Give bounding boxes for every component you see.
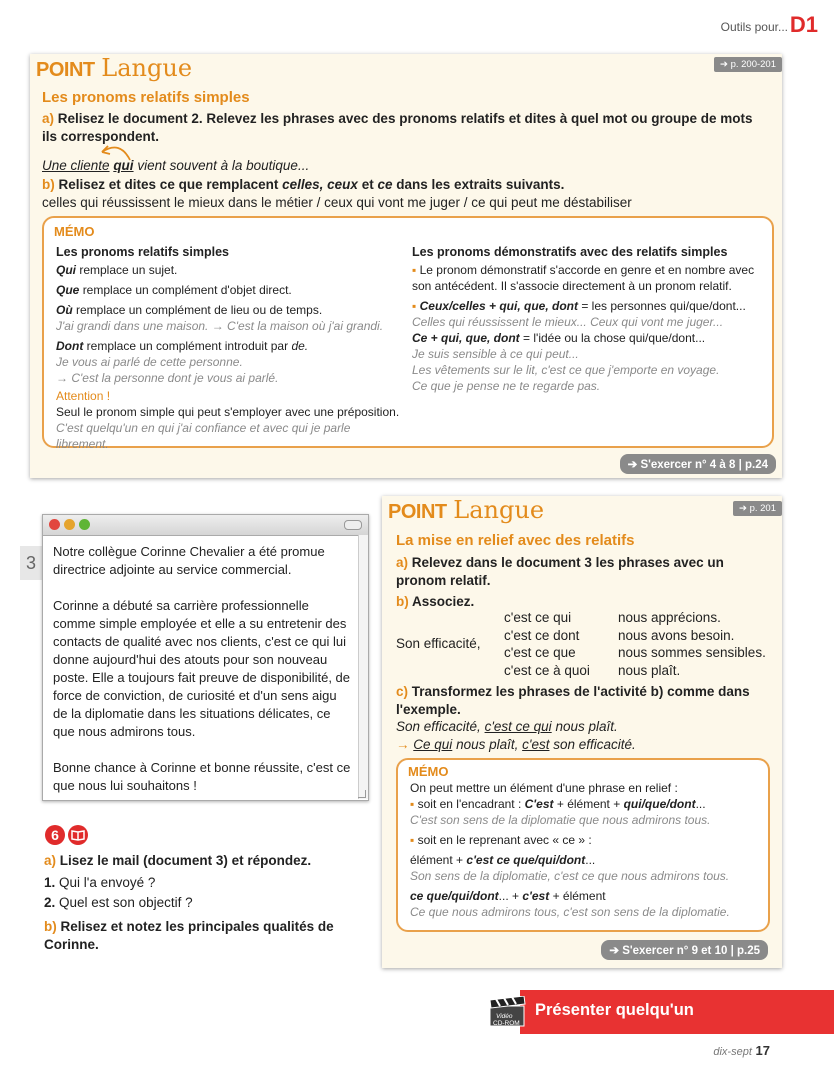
curved-arrow-icon: [90, 142, 136, 162]
col1-item: c'est ce dont: [504, 627, 580, 643]
memo-rule-1: ▪ soit en l'encadrant : C'est + élément + qui/que/dont...: [410, 797, 706, 811]
memo-rule-4-example: Ce que nous admirons tous, c'est son sens de la diplomatie.: [410, 905, 730, 919]
toolbar-toggle[interactable]: [344, 520, 362, 530]
subtitle: La mise en relief avec des relatifs: [396, 532, 635, 549]
mail-window: [42, 514, 369, 801]
point-langue-title: [36, 54, 192, 83]
extracts: celles qui réussissent le mieux dans le métier / ceux qui vont me juger / ce qui peut me déstabiliser: [42, 195, 632, 210]
point-langue-box-1: [30, 54, 782, 478]
col2-item: nous apprécions.: [618, 610, 721, 625]
rule-ou: Où remplace un complément de lieu ou de temps.: [56, 303, 323, 317]
rule-ou-example: J'ai grandi dans une maison. → C'est la maison où j'ai grandi.: [56, 319, 384, 333]
scrollbar[interactable]: [358, 535, 368, 799]
exercise-link-2[interactable]: ➔ S'exercer n° 9 et 10 | p.25: [601, 940, 768, 960]
memo-box-2: [396, 758, 770, 932]
memo-rule-3-example: Son sens de la diplomatie, c'est ce que nous admirons tous.: [410, 869, 730, 883]
example-1: Son efficacité, c'est ce qui nous plaît.: [396, 719, 618, 734]
title-langue: Langue: [101, 54, 193, 82]
page-number: 17: [755, 1043, 770, 1058]
video-label: Vidéo: [496, 1013, 513, 1020]
rule-ce-example-3: Ce que je pense ne te regarde pas.: [412, 379, 601, 393]
memo-rule-1-example: C'est son sens de la diplomatie que nous admirons tous.: [410, 813, 711, 827]
attention-label: Attention !: [56, 389, 111, 403]
minimize-button[interactable]: [64, 519, 75, 530]
rule-dont: Dont remplace un complément introduit par de.: [56, 339, 309, 353]
mail-paragraph-1: Notre collègue Corinne Chevalier a été promue directrice adjointe au service commercial.: [53, 544, 325, 577]
page-reference: ➔ p. 200-201: [714, 57, 782, 72]
title-point: POINT: [388, 501, 447, 523]
association-col-2: [618, 609, 766, 679]
rule-dont-example-1: Je vous ai parlé de cette personne.: [56, 355, 243, 369]
col1-item: c'est ce que: [504, 645, 576, 660]
point-langue-title: [388, 496, 544, 525]
association-col-1: [504, 609, 590, 679]
point-langue-box-2: [382, 496, 782, 968]
question-b: b) Associez.: [396, 594, 475, 609]
document-number: 3: [20, 546, 42, 580]
rule-dont-example-2: → C'est la personne dont je vous ai parlé.: [56, 371, 279, 385]
question-a: a) Relisez le document 2. Relevez les phrases avec des pronoms relatifs et dites à quel mot ou groupe de mots ils correspondent.: [42, 111, 753, 144]
mail-paragraph-2: Corinne a débuté sa carrière professionnelle comme simple employée et elle a su entretenir des contacts de qualité avec nos clients, c'est ce qui lui donne aujourd'hui des atouts pour son nouveau poste. Elle a toujours fait preuve de disponibilité, de force de conviction, de curiosité et d'un sens aigu de la diplomatie dans les situations délicates, ce que nous admirons tous.: [53, 598, 351, 739]
col1-item: c'est ce à quoi: [504, 662, 590, 678]
memo-box-1: [42, 216, 774, 451]
activity-number: 6: [45, 825, 65, 845]
activity-question-b: b) Relisez et notez les principales qualités de Corinne.: [44, 919, 334, 952]
activity-item-2: 2. Quel est son objectif ?: [44, 895, 193, 910]
banner-title: Présenter quelqu'un: [535, 1001, 694, 1019]
title-langue: Langue: [453, 496, 545, 524]
section-label: Outils pour...: [720, 20, 788, 34]
rule-ce-example-1: Je suis sensible à ce qui peut...: [412, 347, 579, 361]
memo-right-title: Les pronoms démonstratifs avec des relatifs simples: [412, 245, 728, 259]
col1-item: c'est ce qui: [504, 610, 572, 625]
memo-rule-2: ▪ soit en le reprenant avec « ce » :: [410, 833, 592, 847]
example-sentence: Une cliente qui vient souvent à la boutique...: [42, 158, 310, 173]
memo-rule-4: ce que/qui/dont... + c'est + élément: [410, 889, 606, 903]
rule-ce: Ce + qui, que, dont = l'idée ou la chose qui/que/dont...: [412, 331, 706, 345]
activity-item-1: 1. Qui l'a envoyé ?: [44, 875, 156, 890]
exercise-link-1[interactable]: ➔ S'exercer n° 4 à 8 | p.24: [620, 454, 776, 474]
col2-item: nous plaît.: [618, 662, 681, 678]
memo-intro: On peut mettre un élément d'une phrase en relief :: [410, 781, 678, 795]
memo-content: [410, 780, 762, 920]
question-a: a) Relevez dans le document 3 les phrases avec un pronom relatif.: [396, 555, 724, 588]
rule-ceux-example: Celles qui réussissent le mieux... Ceux qui vont me juger...: [412, 315, 724, 329]
page-reference: ➔ p. 201: [733, 501, 782, 516]
memo-right-column: [412, 244, 762, 394]
association-lead: Son efficacité,: [396, 636, 481, 651]
memo-title: MÉMO: [408, 764, 449, 779]
rule-que: Que remplace un complément d'objet direct.: [56, 283, 292, 297]
resize-grip-icon[interactable]: [358, 790, 366, 798]
question-b: b) Relisez et dites ce que remplacent celles, ceux et ce dans les extraits suivants.: [42, 177, 565, 192]
close-button[interactable]: [49, 519, 60, 530]
rule-qui: Qui remplace un sujet.: [56, 263, 178, 277]
title-point: POINT: [36, 59, 95, 81]
rule-demonstratif: ▪ Le pronom démonstratif s'accorde en genre et en nombre avec son antécédent. Il s'associe directement à un pronom relatif.: [412, 263, 755, 293]
book-icon: [68, 825, 88, 845]
maximize-button[interactable]: [79, 519, 90, 530]
memo-title: MÉMO: [54, 224, 95, 239]
col2-item: nous sommes sensibles.: [618, 645, 766, 660]
rule-seul: Seul le pronom simple qui peut s'employer avec une préposition.: [56, 405, 400, 419]
activity-6: [44, 852, 344, 954]
mail-titlebar: [43, 515, 368, 536]
page-footer: [713, 1043, 770, 1058]
unit-code: D1: [789, 12, 818, 37]
memo-left-title: Les pronoms relatifs simples: [56, 245, 229, 259]
example-2: → Ce qui nous plaît, c'est son efficacité.: [396, 737, 636, 752]
memo-rule-3: élément + c'est ce que/qui/dont...: [410, 853, 596, 867]
cdrom-label: CD-ROM: [493, 1020, 520, 1027]
mail-paragraph-3: Bonne chance à Corinne et bonne réussite, c'est ce que nous lui souhaitons !: [53, 760, 351, 793]
page-label: dix-sept: [713, 1046, 752, 1058]
rule-ce-example-2: Les vêtements sur le lit, c'est ce que j'emporte en voyage.: [412, 363, 720, 377]
col2-item: nous avons besoin.: [618, 627, 735, 643]
rule-ceux-celles: ▪ Ceux/celles + qui, que, dont = les personnes qui/que/dont...: [412, 299, 746, 313]
question-c: c) Transformez les phrases de l'activité b) comme dans l'exemple.: [396, 684, 750, 717]
mail-body: [53, 543, 353, 795]
rule-seul-example: C'est quelqu'un en qui j'ai confiance et avec qui je parle librement.: [56, 421, 351, 451]
subtitle: Les pronoms relatifs simples: [42, 89, 250, 106]
activity-question-a: a) Lisez le mail (document 3) et répondez.: [44, 853, 312, 868]
memo-left-column: [56, 244, 406, 452]
